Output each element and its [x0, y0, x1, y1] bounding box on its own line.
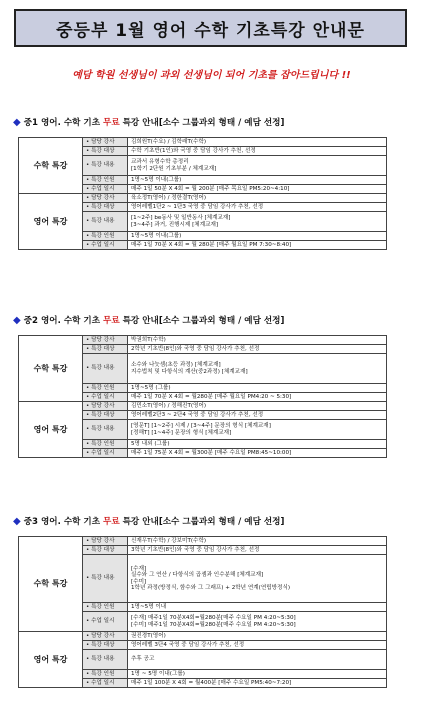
row-label: • 담당 강사: [83, 402, 128, 411]
row-label: • 특강 인원: [83, 176, 128, 185]
table-row: [19, 632, 387, 641]
row-label: • 특강 대상: [83, 411, 128, 420]
course-table: [18, 335, 387, 458]
notice-title: 중등부 1월 영어 수학 기초특강 안내문: [56, 20, 365, 41]
row-value: [128, 679, 387, 688]
row-value-line: 지수법칙 및 다항식의 계산(중2과정) [체계교재]: [131, 368, 248, 375]
row-label: • 특강 내용: [83, 420, 128, 440]
row-value: [128, 194, 387, 203]
row-value: [128, 232, 387, 241]
row-value-line: 매주 1일 70분 X 4회 = 월280분 [매주 월요일 PM4:20 ~ 5:30]: [131, 393, 292, 400]
course-table: [18, 536, 387, 688]
row-value-line: [수미] 매주1일 70분X4회=월280분[매주 수요일 PM 4:20~5:30]: [131, 621, 296, 628]
row-value-line: [수재]: [131, 565, 147, 572]
row-value: [128, 612, 387, 632]
row-label: • 수업 일시: [83, 612, 128, 632]
row-value: [128, 603, 387, 612]
table-row: [19, 336, 387, 345]
row-value-line: [수미]: [131, 578, 147, 585]
row-label: • 담당 강사: [83, 194, 128, 203]
row-value-line: 1명~5명 이내: [131, 603, 167, 610]
row-label: • 특강 내용: [83, 354, 128, 384]
row-value-line: 교과서 유형수학 총정리: [131, 159, 189, 166]
row-label: • 특강 내용: [83, 212, 128, 232]
section-heading-prefix: 중2 영어. 수학 기초: [23, 316, 104, 326]
row-value-line: 김민소T(영어) / 정해진T(영어): [131, 402, 207, 409]
notice-subtitle: 예담 학원 선생님이 과외 선생님이 되어 기초를 잡아드립니다 !!: [72, 70, 351, 81]
row-label: • 수업 일시: [83, 185, 128, 194]
row-label: • 수업 일시: [83, 241, 128, 250]
diamond-bullet-icon: ◆: [13, 315, 21, 326]
row-value: [128, 336, 387, 345]
section-heading: [13, 515, 284, 527]
row-value: [128, 176, 387, 185]
notice-title-box: [14, 9, 407, 47]
row-value: [128, 384, 387, 393]
diamond-bullet-icon: ◆: [13, 117, 21, 128]
row-value: [128, 420, 387, 440]
free-label: 무료: [103, 118, 120, 128]
row-value-line: [1~2주] be동사 및 일반동사 [체계교재]: [131, 215, 231, 222]
row-value-line: 매주 1일 70분 X 4회 = 월 280분 [매주 월요일 PM 7:30~8:40]: [131, 241, 292, 248]
table-row: [19, 402, 387, 411]
row-label: • 특강 인원: [83, 603, 128, 612]
table-row: [19, 138, 387, 147]
row-value: [128, 632, 387, 641]
row-value: [128, 641, 387, 650]
subject-name: 영어 특강: [19, 402, 83, 458]
row-label: • 담당 강사: [83, 632, 128, 641]
section-heading-prefix: 중1 영어. 수학 기초: [23, 118, 104, 128]
row-value: [128, 555, 387, 603]
row-value-line: 3학년 기초반(8인)와 국영 중 담임 강사가 추천, 선정: [131, 546, 260, 553]
row-value-line: 1명 ~ 5명 이내(그룹): [131, 670, 185, 677]
row-value: [128, 354, 387, 384]
course-table: [18, 137, 387, 250]
row-value-line: 매주 1일 75분 X 4회 = 월300분 [매주 수요일 PM8:45~10:00]: [131, 449, 292, 456]
row-value: [128, 546, 387, 555]
row-label: • 담당 강사: [83, 138, 128, 147]
row-label: • 특강 대상: [83, 147, 128, 156]
row-value-line: 1학년 과정(방정식, 함수와 그 그래프) + 2학년 연계(연립방정식): [131, 584, 291, 591]
row-value: [128, 185, 387, 194]
row-value-line: 영어레벨2단3 ~ 2단4 국영 중 담임 강사가 추천, 선정: [131, 411, 264, 418]
row-value: [128, 393, 387, 402]
subject-name: 영어 특강: [19, 194, 83, 250]
row-value-line: 수학 기초반(1인)와 국영 중 담임 강사가 추천, 선정: [131, 147, 256, 154]
section-heading-suffix: 특강 안내[소수 그룹과외 형태 / 예담 선정]: [119, 118, 285, 128]
row-value: [128, 650, 387, 670]
row-value: [128, 402, 387, 411]
row-label: • 수업 일시: [83, 449, 128, 458]
row-label: • 담당 강사: [83, 537, 128, 546]
row-value: [128, 138, 387, 147]
row-label: • 특강 인원: [83, 384, 128, 393]
row-value: [128, 147, 387, 156]
subject-name: 영어 특강: [19, 632, 83, 688]
row-value-line: 신재우T(수학) / 강보미T(수학): [131, 537, 207, 544]
row-value-line: 매주 1일 50분 X 4회 = 월 200분 [매주 목요일 PM5:20~4:10]: [131, 185, 290, 192]
row-value-line: 5명 내외 (그룹): [131, 440, 170, 447]
row-value-line: 박권희T(수학): [131, 336, 166, 343]
free-label: 무료: [103, 517, 120, 527]
row-value: [128, 537, 387, 546]
row-value: [128, 411, 387, 420]
row-value-line: 1명~5명 이내(그룹): [131, 232, 182, 239]
row-label: • 특강 대상: [83, 345, 128, 354]
row-value-line: 육소정T(영어) / 정한결T(영어): [131, 194, 207, 201]
row-value-line: [영문T] [1~2주] 시제 / [3~4주] 문장의 형식 [체계교재]: [131, 423, 271, 430]
row-value-line: 매주 1일 100분 X 4회 = 월400분 [매주 수요일 PM5:40~7:20]: [131, 679, 292, 686]
free-label: 무료: [103, 316, 120, 326]
row-value: [128, 670, 387, 679]
row-value-line: 실수와 그 연산 / 다항식의 곱셈과 인수분해 [체계교재]: [131, 572, 264, 579]
row-value-line: [수재] 매주1일 70분X4회=월280분[매주 수요일 PM 4:20~5:30]: [131, 615, 296, 622]
row-label: • 특강 대상: [83, 203, 128, 212]
row-value: [128, 212, 387, 232]
row-label: • 특강 인원: [83, 232, 128, 241]
row-label: • 담당 강사: [83, 336, 128, 345]
row-value-line: 1명~5명 이내(그룹): [131, 176, 182, 183]
row-label: • 특강 대상: [83, 546, 128, 555]
row-value: [128, 440, 387, 449]
row-label: • 특강 인원: [83, 670, 128, 679]
row-label: • 특강 내용: [83, 156, 128, 176]
row-value-line: [1학기 2단원 기초부분 / 체계교재]: [131, 165, 217, 172]
subject-name: 수학 특강: [19, 138, 83, 194]
row-value-line: 추후 공고: [131, 656, 155, 663]
section-heading: [13, 116, 284, 128]
section-heading: [13, 314, 284, 326]
row-value-line: [3~4주] 과거, 진행시제 [체계교재]: [131, 221, 219, 228]
row-value: [128, 241, 387, 250]
section-heading-suffix: 특강 안내[소수 그룹과외 형태 / 예담 선정]: [119, 517, 285, 527]
row-value: [128, 203, 387, 212]
row-value-line: 김희원T(수요) / 김학래T(수학): [131, 138, 207, 145]
row-value: [128, 156, 387, 176]
subject-name: 수학 특강: [19, 336, 83, 402]
row-value: [128, 345, 387, 354]
row-value-line: 1명~5명 (그룹): [131, 384, 171, 391]
diamond-bullet-icon: ◆: [13, 516, 21, 527]
row-label: • 수업 일시: [83, 679, 128, 688]
row-value-line: [정해T] [1~4주] 문장의 형식 [체계교재]: [131, 429, 232, 436]
row-value: [128, 449, 387, 458]
row-label: • 특강 내용: [83, 555, 128, 603]
row-value-line: 영어레벨 3단4 국영 중 담임 강사가 추천, 선정: [131, 641, 245, 648]
row-value-line: 2학년 기초반(8인)와 국영 중 담임 강사가 추천, 선정: [131, 345, 260, 352]
table-row: [19, 537, 387, 546]
section-heading-prefix: 중3 영어. 수학 기초: [23, 517, 104, 527]
section-heading-suffix: 특강 안내[소수 그룹과외 형태 / 예담 선정]: [119, 316, 285, 326]
table-row: [19, 194, 387, 203]
subject-name: 수학 특강: [19, 537, 83, 632]
row-label: • 특강 내용: [83, 650, 128, 670]
row-label: • 수업 일시: [83, 393, 128, 402]
row-value-line: 소수와 나눗셈(초등 과정) [체계교재]: [131, 362, 221, 369]
row-label: • 특강 인원: [83, 440, 128, 449]
row-value-line: 영어레벨1단2 ~ 1단3 국영 중 담임 강사가 추천, 선정: [131, 203, 264, 210]
row-value-line: 권진경T(영어): [131, 632, 166, 639]
row-label: • 특강 대상: [83, 641, 128, 650]
